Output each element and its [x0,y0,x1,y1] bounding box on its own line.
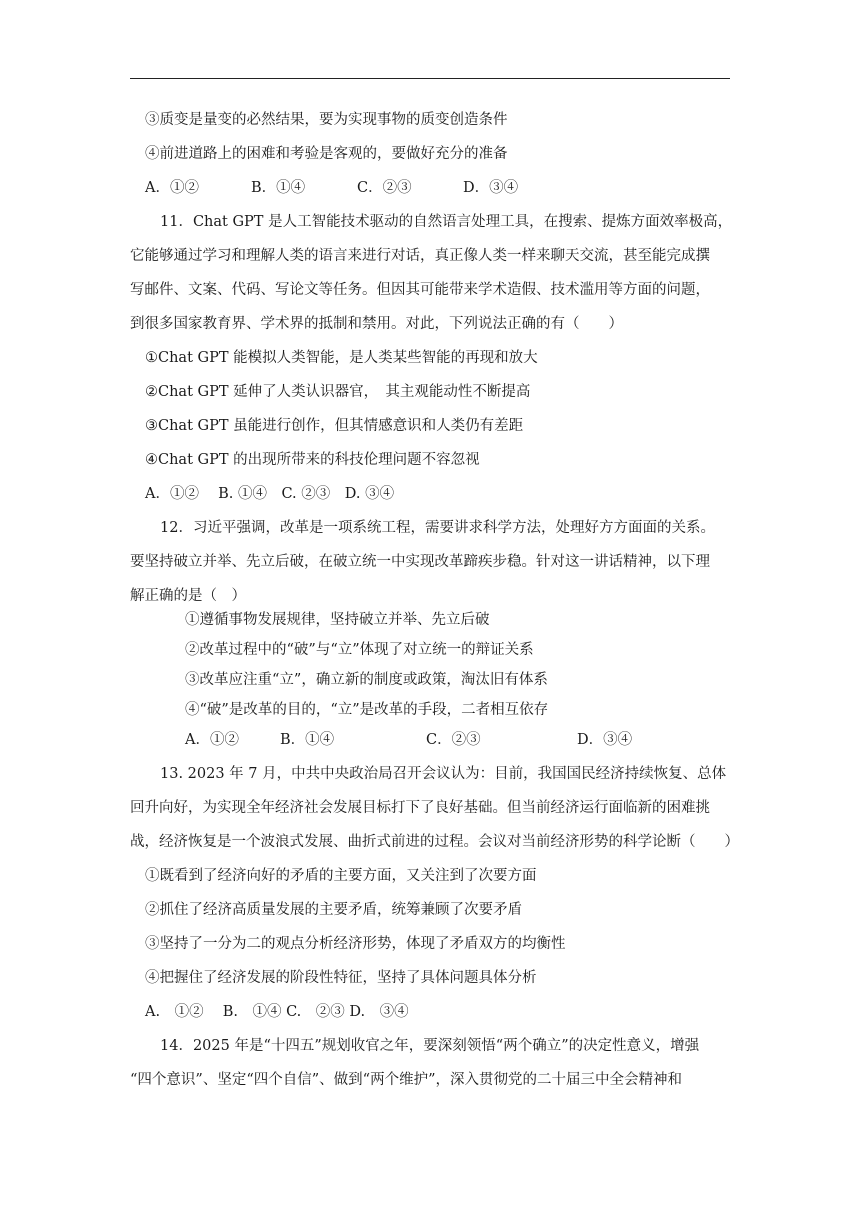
q13-stem-line-3: 战，经济恢复是一个波浪式发展、曲折式前进的过程。会议对当前经济形势的科学论断（ ） [130,834,739,850]
q13-item-3: ③坚持了一分为二的观点分析经济形势，体现了矛盾双方的均衡性 [145,936,566,952]
q14-stem-line-1: 14．2025 年是“十四五”规划收官之年，要深刻领悟“两个确立”的决定性意义，增强 [160,1038,700,1054]
q13-item-4: ④把握住了经济发展的阶段性特征，坚持了具体问题具体分析 [145,970,537,986]
prev-item-4: ④前进道路上的困难和考验是客观的，要做好充分的准备 [145,146,508,162]
q12-options [185,730,632,750]
option-b: B．①④ [280,732,335,748]
option-c: C．②③ [357,180,412,196]
q11-stem-line-4: 到很多国家教育界、学术界的抵制和禁用。对此，下列说法正确的有（ ） [130,316,623,332]
prev-item-3: ③质变是量变的必然结果，要为实现事物的质变创造条件 [145,112,508,128]
q11-item-2: ②Chat GPT 延伸了人类认识器官， 其主观能动性不断提高 [145,384,531,400]
q13-item-1: ①既看到了经济向好的矛盾的主要方面，又关注到了次要方面 [145,868,537,884]
option-d: D．③④ [463,180,519,196]
q14-stem-line-2: “四个意识”、坚定“四个自信”、做到“两个维护”，深入贯彻党的二十届三中全会精神和 [130,1072,682,1088]
q11-options: A．①② B. ①④ C. ②③ D. ③④ [145,486,395,502]
q13-stem-line-1: 13. 2023 年 7 月，中共中央政治局召开会议认为：目前，我国国民经济持续恢复、总体 [160,766,727,782]
prev-options [145,178,518,198]
option-a: A．①② [185,732,239,748]
q12-item-2: ②改革过程中的“破”与“立”体现了对立统一的辩证关系 [185,642,534,658]
q13-item-2: ②抓住了经济高质量发展的主要矛盾，统筹兼顾了次要矛盾 [145,902,522,918]
q13-stem-line-2: 回升向好，为实现全年经济社会发展目标打下了良好基础。但当前经济运行面临新的困难挑 [130,800,710,816]
q11-stem-line-2: 它能够通过学习和理解人类的语言来进行对话，真正像人类一样来聊天交流，甚至能完成撰 [130,248,710,264]
header-rule [130,78,730,79]
q11-item-4: ④Chat GPT 的出现所带来的科技伦理问题不容忽视 [145,452,480,468]
q12-item-4: ④“破”是改革的目的，“立”是改革的手段，二者相互依存 [185,702,549,718]
q12-stem-line-1: 12．习近平强调，改革是一项系统工程，需要讲求科学方法，处理好方方面面的关系。 [160,520,715,536]
q12-item-3: ③改革应注重“立”，确立新的制度或政策，淘汰旧有体系 [185,672,548,688]
q11-item-3: ③Chat GPT 虽能进行创作，但其情感意识和人类仍有差距 [145,418,524,434]
option-a: A．①② [145,180,199,196]
q11-item-1: ①Chat GPT 能模拟人类智能，是人类某些智能的再现和放大 [145,350,538,366]
q12-stem-line-2: 要坚持破立并举、先立后破，在破立统一中实现改革蹄疾步稳。针对这一讲话精神，以下理 [130,554,710,570]
option-d: D．③④ [577,732,633,748]
q11-stem-line-1: 11．Chat GPT 是人工智能技术驱动的自然语言处理工具，在搜索、提炼方面效率极高， [160,214,733,230]
q11-stem-line-3: 写邮件、文案、代码、写论文等任务。但因其可能带来学术造假、技术滥用等方面的问题， [130,282,710,298]
option-b: B．①④ [251,180,306,196]
q13-options: A. ①② B. ①④ C. ②③ D. ③④ [145,1004,409,1020]
q12-stem-line-3: 解正确的是（ ） [130,588,246,604]
option-c: C．②③ [426,732,481,748]
q12-item-1: ①遵循事物发展规律，坚持破立并举、先立后破 [185,612,490,628]
